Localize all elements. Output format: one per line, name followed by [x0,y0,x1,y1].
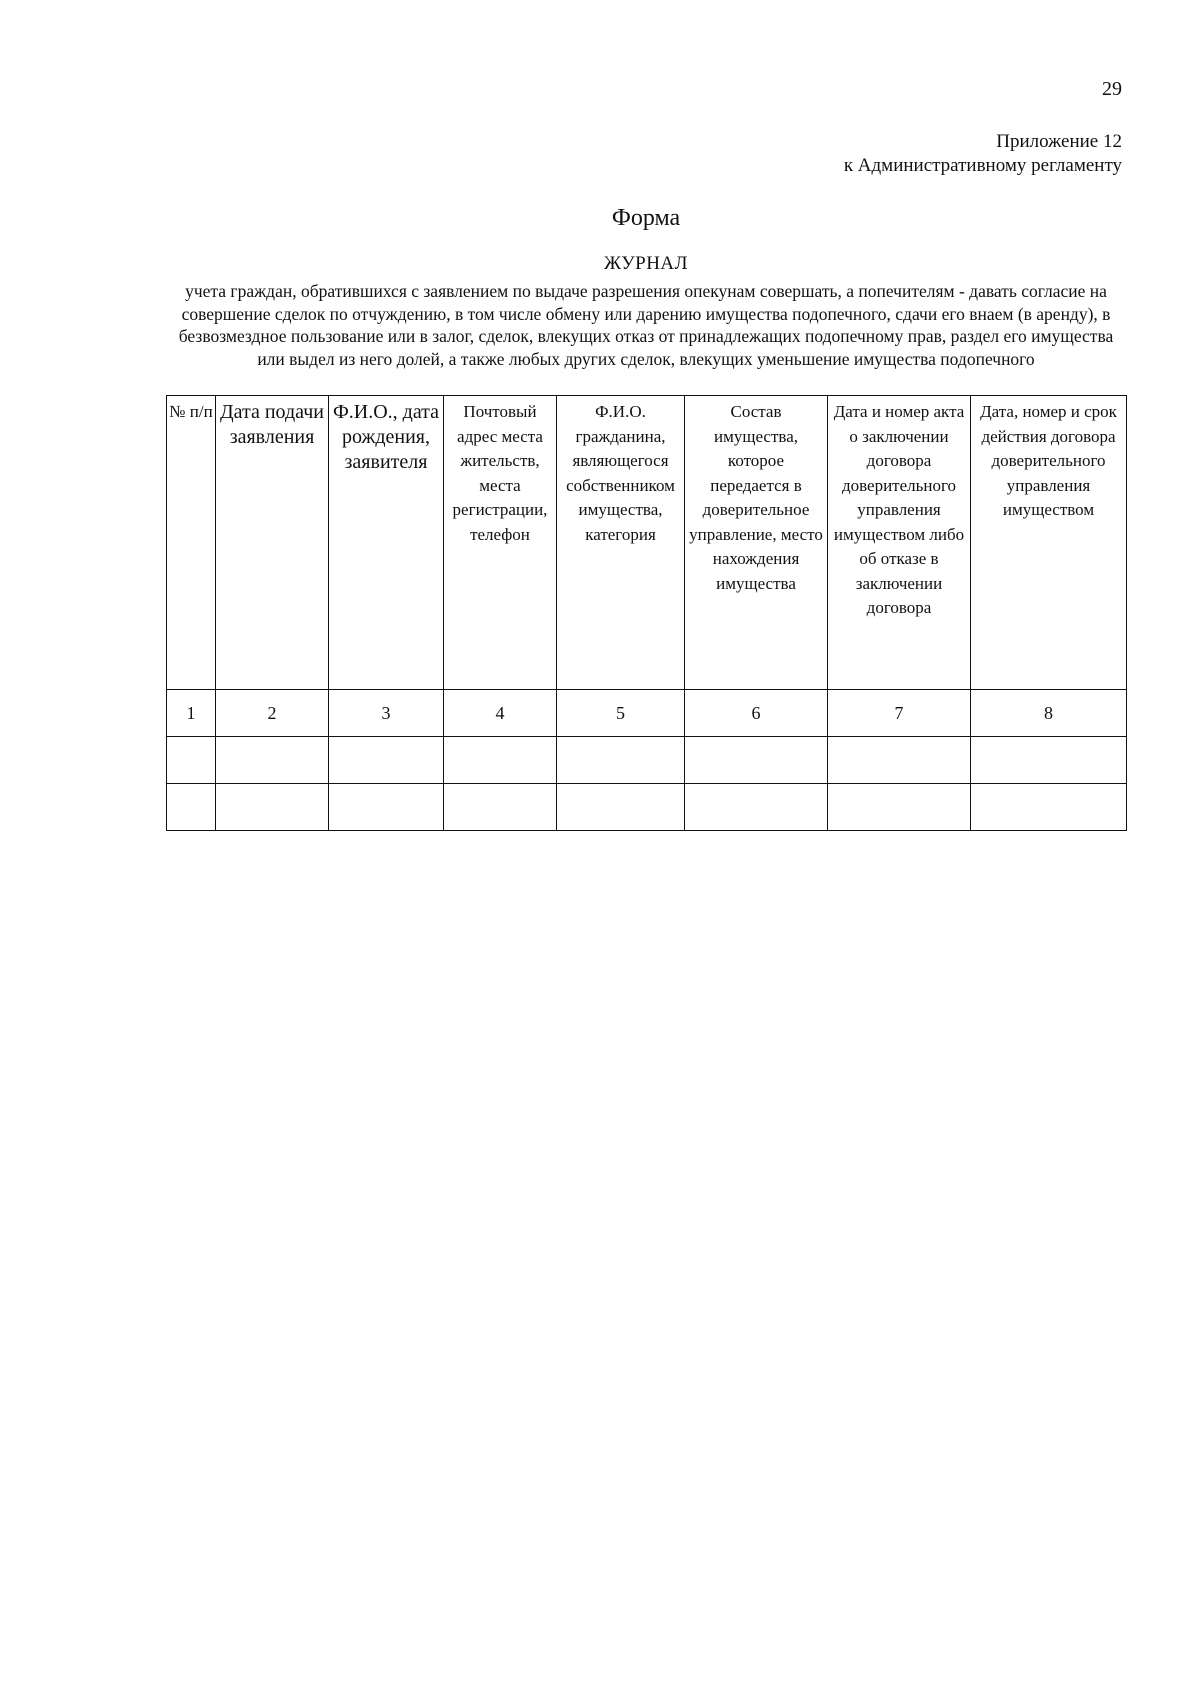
table-row [167,784,1127,831]
appendix-reference [844,130,1122,178]
page-number: 29 [1102,78,1122,100]
column-number: 8 [971,690,1127,737]
header-cell-act: Дата и номер акта о заключении договора доверительного управления имуществом либо об отказе в заключении договора [828,396,971,690]
header-cell-contract: Дата, номер и срок действия договора доверительного управления имуществом [971,396,1127,690]
appendix-line-2: к Административному регламенту [843,155,1122,176]
journal-table [166,395,1127,831]
form-label: Форма [611,205,681,231]
table-cell [828,784,971,831]
table-cell [167,784,216,831]
table-cell [971,737,1127,784]
header-cell-applicant: Ф.И.О., дата рождения, заявителя [329,396,444,690]
column-number: 7 [828,690,971,737]
table-cell [329,737,444,784]
table-cell [167,737,216,784]
column-number: 4 [444,690,557,737]
table-cell [828,737,971,784]
table-row [167,737,1127,784]
table-cell [971,784,1127,831]
appendix-line-1: Приложение 12 [996,131,1122,152]
table-cell [557,737,685,784]
table-cell [557,784,685,831]
table-header-row [167,396,1127,690]
column-number: 1 [167,690,216,737]
journal-description: учета граждан, обратившихся с заявлением по выдаче разрешения опекунам совершать, а попечителям - давать согласие на совершение сделок по отчуждению, в том числе обмену или дарению имущества подопечного, сдачи его внаем (в аренду), в безвозмездное пользование или в залог, сделок, влекущих отказ от принадлежащих подопечному прав, раздел его имущества или выдел из него долей, а также любых других сделок, влекущих уменьшение имущества подопечного [178,281,1114,369]
header-cell-property: Состав имущества, которое передается в доверительное управление, место нахождения имущества [685,396,828,690]
table-cell [216,737,329,784]
table-cell [444,784,557,831]
header-cell-date: Дата подачи заявления [216,396,329,690]
column-number: 2 [216,690,329,737]
column-number: 5 [557,690,685,737]
table-cell [329,784,444,831]
table-cell [444,737,557,784]
header-cell-number: № п/п [167,396,216,690]
header-cell-owner: Ф.И.О. гражданина, являющегося собственником имущества, категория [557,396,685,690]
journal-title: ЖУРНАЛ [603,253,689,274]
column-number: 3 [329,690,444,737]
table-cell [685,784,828,831]
column-number: 6 [685,690,828,737]
table-cell [216,784,329,831]
column-number-row [167,690,1127,737]
header-cell-address: Почтовый адрес места жительств, места регистрации, телефон [444,396,557,690]
table-cell [685,737,828,784]
